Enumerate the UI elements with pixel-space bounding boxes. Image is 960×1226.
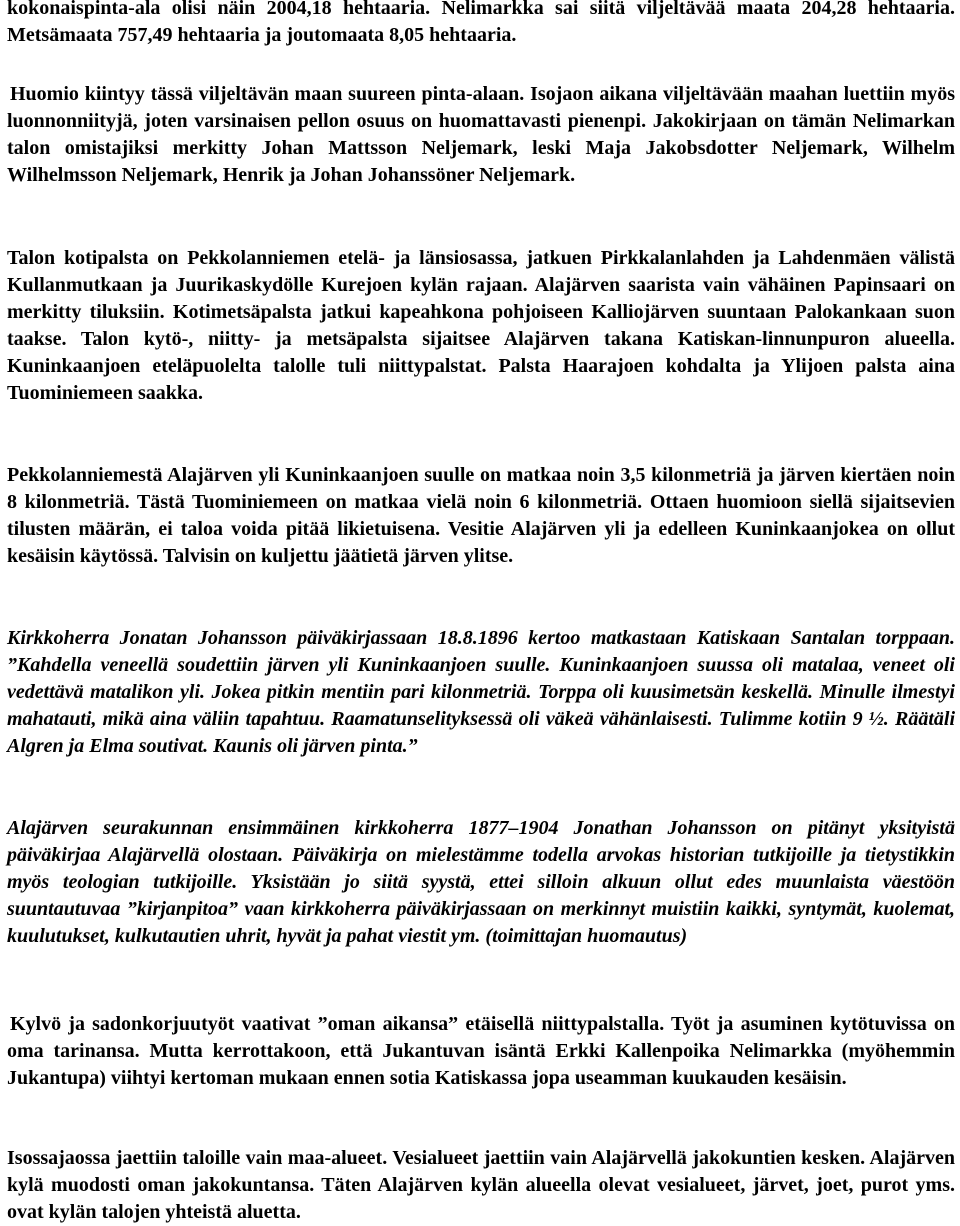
paragraph-home-plot: Talon kotipalsta on Pekkolanniemen etelä- ja länsiosassa, jatkuen Pirkkalanlahden ja Lahdenmäen välistä Kullanmutkaan ja Juurikaskydölle Kurejoen kylän rajaan. Alajärven saarista vain vähäinen Papinsaari on merkitty tiluksiin. Kotimetsäpalsta jatkui kapeahkona pohjoiseen Kalliojärven suuntaan Palokankaan suon taakse. Talon kytö-, niitty- ja metsäpalsta sijaitsee Alajärven takana Katiskan-linnunpuron alueella. Kuninkaanjoen eteläpuolelta talolle tuli niittypalstat. Palsta Haarajoen kohdalta ja Ylijoen palsta aina Tuominiemeen saakka. bbox=[7, 247, 955, 405]
paragraph-diary-quote: Kirkkoherra Jonatan Johansson päiväkirjassaan 18.8.1896 kertoo matkastaan Katiskaan Santalan torppaan. ”Kahdella veneellä soudettiin järven yli Kuninkaanjoen suulle. Kuninkaanjoen suussa oli matalaa, veneet oli vedettävä matalikon yli. Jokea pitkin mentiin pari kilonmetriä. Torppa oli kuusimetsän keskellä. Minulle ilmestyi mahatauti, mikä aina väliin tapahtuu. Raamatunselityksessä oli väkeä vähänlaisesti. Tulimme kotiin 9 ½. Räätäli Algren ja Elma soutivat. Kaunis oli järven pinta.” bbox=[7, 627, 955, 758]
paragraph-land-area: kokonaispinta-ala olisi näin 2004,18 hehtaaria. Nelimarkka sai siitä viljeltävää maata 204,28 hehtaaria. Metsämaata 757,49 hehtaaria ja joutomaata 8,05 hehtaaria. bbox=[7, 0, 955, 47]
paragraph-editor-note: Alajärven seurakunnan ensimmäinen kirkkoherra 1877–1904 Jonathan Johansson on pitänyt yksityistä päiväkirjaa Alajärvellä olostaan. Päiväkirja on mielestämme todella arvokas historian tutkijoille ja tietystikkin myös teologian tutkijoille. Yksistään jo siitä syystä, ettei silloin alkuun ollut edes muunlaista väestöön suuntautuvaa ”kirjanpitoa” vaan kirkkoherra päiväkirjassaan on merkinnyt muistiin kaikki, syntymät, kuolemat, kuulutukset, kulkutautien uhrit, hyvät ja pahat viestit ym. (toimittajan huomautus) bbox=[7, 817, 955, 948]
paragraph-harvest-work: Kylvö ja sadonkorjuutyöt vaativat ”oman aikansa” etäisellä niittypalstalla. Työt ja asuminen kytötuvissa on oma tarinansa. Mutta kerrottakoon, että Jukantuvan isäntä Erkki Kallenpoika Nelimarkka (myöhemmin Jukantupa) viihtyi kertoman mukaan ennen sotia Katiskassa jopa useamman kuukauden kesäisin. bbox=[7, 1013, 955, 1090]
paragraph-water-areas: Isossajaossa jaettiin taloille vain maa-alueet. Vesialueet jaettiin vain Alajärvellä jakokuntien kesken. Alajärven kylä muodosti oman jakokuntansa. Täten Alajärven kylän alueella olevat vesialueet, järvet, joet, purot yms. ovat kylän talojen yhteistä aluetta. bbox=[7, 1147, 955, 1224]
paragraph-distances: Pekkolanniemestä Alajärven yli Kuninkaanjoen suulle on matkaa noin 3,5 kilonmetriä ja järven kiertäen noin 8 kilonmetriä. Tästä Tuominiemeen on matkaa vielä noin 6 kilonmetriä. Ottaen huomioon siellä sijaitsevien tilusten määrän, ei taloa voida pitää likietuisena. Vesitie Alajärven yli ja edelleen Kuninkaanjokea on ollut kesäisin käytössä. Talvisin on kuljettu jäätietä järven ylitse. bbox=[7, 464, 955, 568]
paragraph-cultivated-land: Huomio kiintyy tässä viljeltävän maan suureen pinta-alaan. Isojaon aikana viljeltävään maahan luettiin myös luonnonniityjä, joten varsinaisen pellon osuus on huomattavasti pienenpi. Jakokirjaan on tämän Nelimarkan talon omistajiksi merkitty Johan Mattsson Neljemark, leski Maja Jakobsdotter Neljemark, Wilhelm Wilhelmsson Neljemark, Henrik ja Johan Johanssöner Neljemark. bbox=[7, 83, 955, 187]
